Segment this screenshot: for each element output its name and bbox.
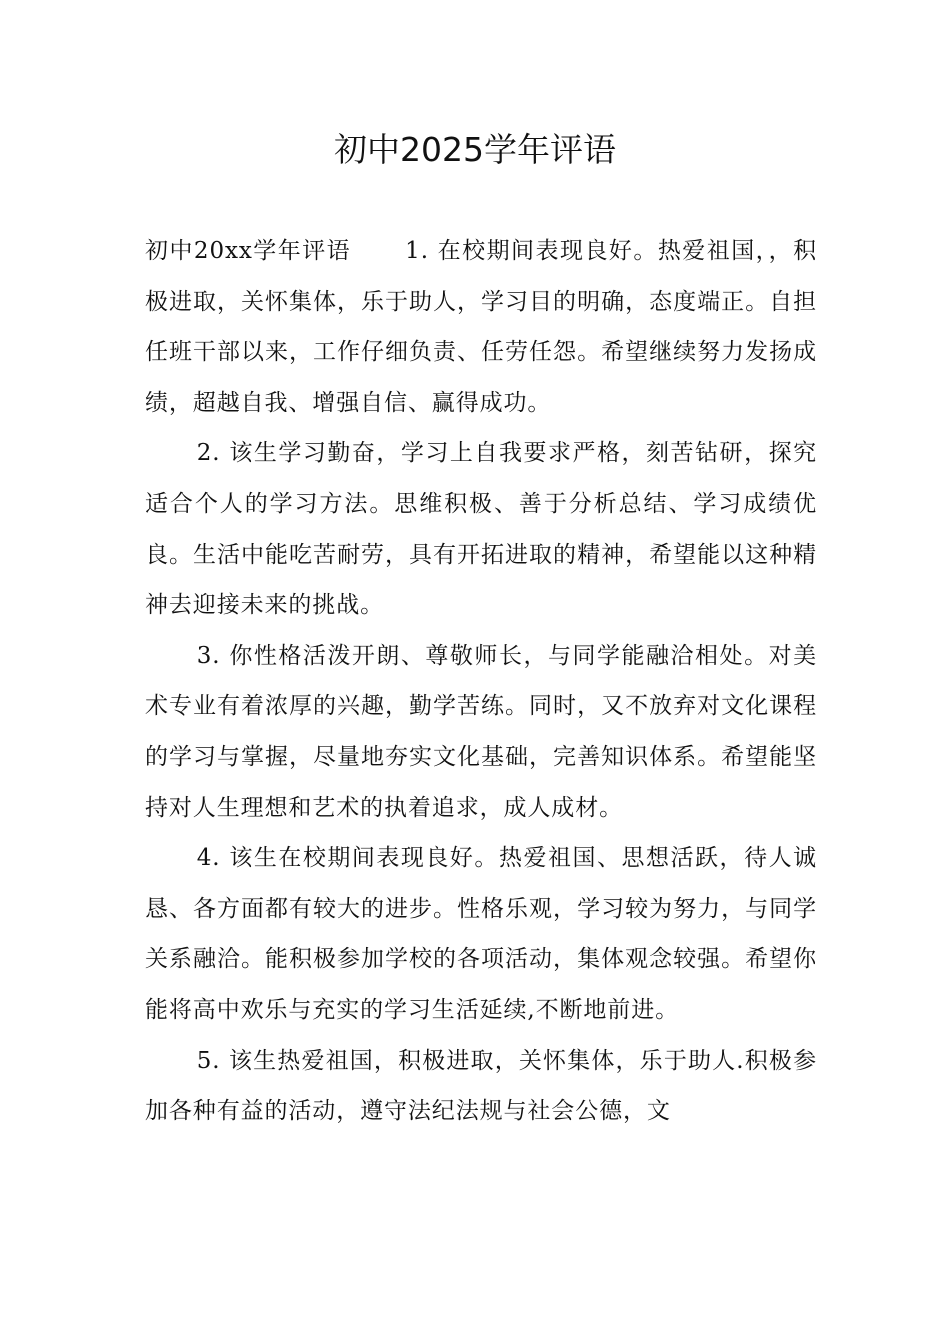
paragraph-1	[145, 226, 817, 428]
document-title: 初中2025学年评语	[334, 130, 616, 169]
paragraph-3: 3. 你性格活泼开朗、尊敬师长，与同学能融洽相处。对美术专业有着浓厚的兴趣，勤学苦练。同时，又不放弃对文化课程的学习与掌握，尽量地夯实文化基础，完善知识体系。希望能坚持对人生理想和艺术的执着追求，成人成材。	[145, 642, 817, 821]
intro-label: 初中20xx学年评语	[145, 238, 352, 264]
document-body	[145, 226, 817, 1137]
paragraph-4: 4. 该生在校期间表现良好。热爱祖国、思想活跃，待人诚恳、各方面都有较大的进步。性格乐观，学习较为努力，与同学关系融洽。能积极参加学校的各项活动，集体观念较强。希望你能将高中欢乐与充实的学习生活延续,不断地前进。	[145, 845, 817, 1023]
paragraph-2: 2. 该生学习勤奋，学习上自我要求严格，刻苦钻研，探究适合个人的学习方法。思维积极、善于分析总结、学习成绩优良。生活中能吃苦耐劳，具有开拓进取的精神，希望能以这种精神去迎接未来的挑战。	[145, 440, 817, 619]
paragraph-5: 5. 该生热爱祖国，积极进取，关怀集体，乐于助人.积极参加各种有益的活动，遵守法纪法规与社会公德，文	[145, 1047, 817, 1125]
paragraph-1-text: 1. 在校期间表现良好。热爱祖国，，积极进取，关怀集体，乐于助人，学习目的明确，态度端正。自担任班干部以来，工作仔细负责、任劳任怨。希望继续努力发扬成绩，超越自我、增强自信、赢得成功。	[145, 238, 818, 416]
